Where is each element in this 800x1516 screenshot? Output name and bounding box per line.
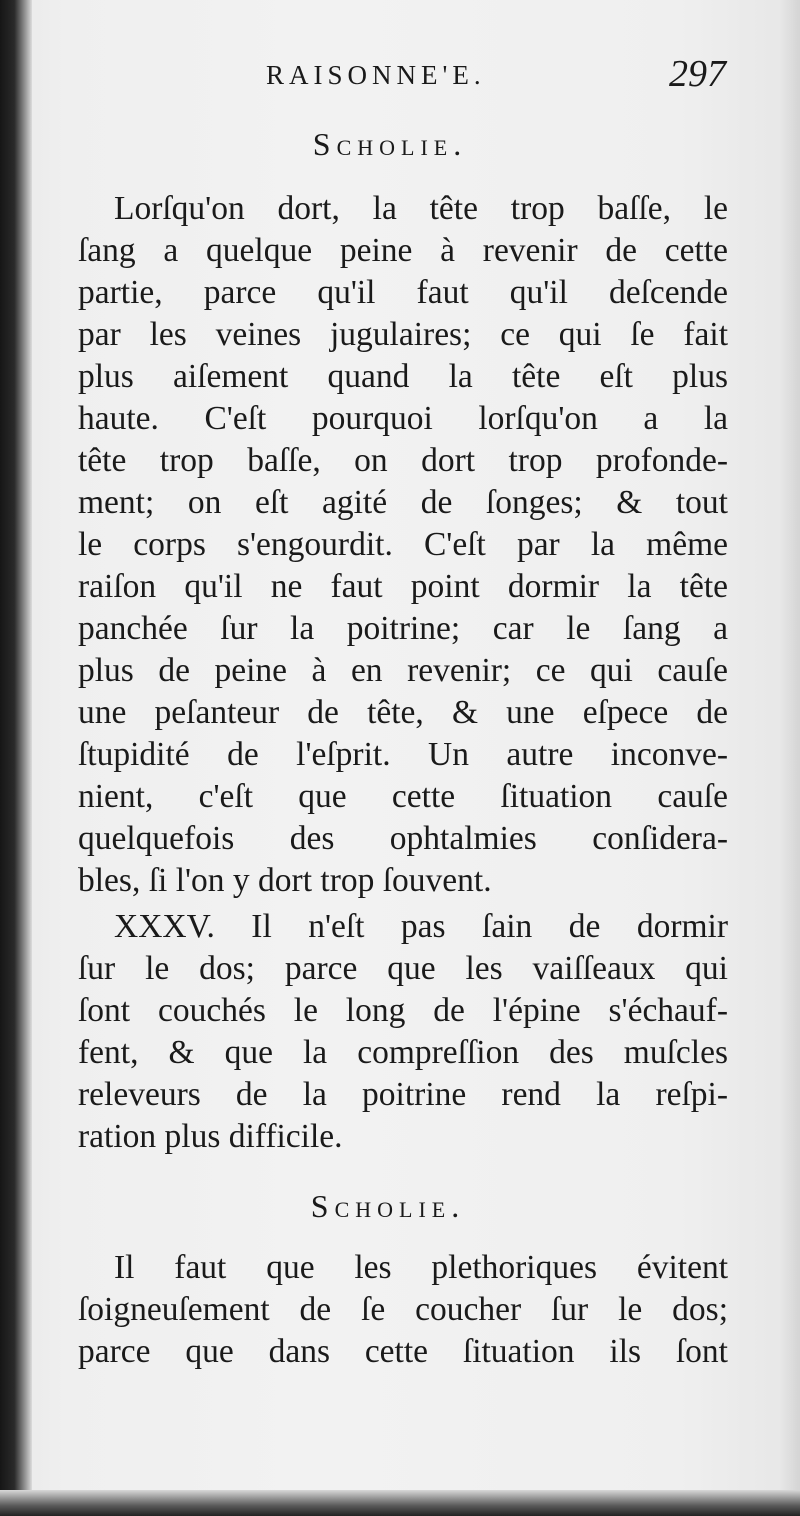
article-xxxv-paragraph bbox=[78, 906, 728, 1158]
text-line: XXXV. Il n'eſt pas ſain de dormir bbox=[114, 908, 728, 945]
text-line: par les veines jugulaires; ce qui ſe fait bbox=[78, 316, 728, 353]
text-line: panchée ſur la poitrine; car le ſang a bbox=[78, 610, 728, 647]
scholie-heading: Scholie. bbox=[310, 1188, 466, 1224]
text-line: ſont couchés le long de l'épine s'échauf- bbox=[78, 992, 728, 1029]
text-line: le corps s'engourdit. C'eſt par la même bbox=[78, 526, 728, 563]
text-line: une peſanteur de tête, & une eſpece de bbox=[78, 694, 728, 731]
scholie-paragraph bbox=[78, 188, 728, 902]
text-line: Il faut que les plethoriques évitent bbox=[114, 1249, 728, 1286]
page-right-shadow bbox=[780, 0, 800, 1516]
text-line: haute. C'eſt pourquoi lorſqu'on a la bbox=[78, 400, 728, 437]
text-line: tête trop baſſe, on dort trop profonde- bbox=[78, 442, 728, 479]
text-line: ment; on eſt agité de ſonges; & tout bbox=[78, 484, 728, 521]
text-line: plus aiſement quand la tête eſt plus bbox=[78, 358, 728, 395]
text-line: plus de peine à en revenir; ce qui cauſe bbox=[78, 652, 728, 689]
page-number: 297 bbox=[669, 53, 726, 95]
text-line: partie, parce qu'il faut qu'il deſcende bbox=[78, 274, 728, 311]
text-line: ſur le dos; parce que les vaiſſeaux qui bbox=[78, 950, 728, 987]
text-line: ration plus difficile. bbox=[78, 1118, 343, 1155]
text-line: nient, c'eſt que cette ſituation cauſe bbox=[78, 778, 728, 815]
text-line: fent, & que la compreſſion des muſcles bbox=[78, 1034, 728, 1071]
text-line: raiſon qu'il ne faut point dormir la tête bbox=[78, 568, 728, 605]
text-line: ſoigneuſement de ſe coucher ſur le dos; bbox=[78, 1291, 728, 1328]
text-line: bles, ſi l'on y dort trop ſouvent. bbox=[78, 862, 492, 899]
text-line: quelquefois des ophtalmies conſidera- bbox=[78, 820, 728, 857]
text-line: releveurs de la poitrine rend la reſpi- bbox=[78, 1076, 728, 1113]
scholie-paragraph bbox=[78, 1247, 728, 1373]
running-head: RAISONNE'E. bbox=[266, 60, 486, 90]
text-line: ſtupidité de l'eſprit. Un autre inconve- bbox=[78, 736, 728, 773]
page-binding-edge bbox=[0, 0, 32, 1516]
page-bottom-edge bbox=[0, 1490, 800, 1516]
text-line: parce que dans cette ſituation ils ſont bbox=[78, 1333, 728, 1370]
text-line: Lorſqu'on dort, la tête trop baſſe, le bbox=[114, 190, 728, 227]
page-header bbox=[76, 52, 726, 102]
text-line: ſang a quelque peine à revenir de cette bbox=[78, 232, 728, 269]
scholie-heading: Scholie. bbox=[312, 126, 468, 162]
